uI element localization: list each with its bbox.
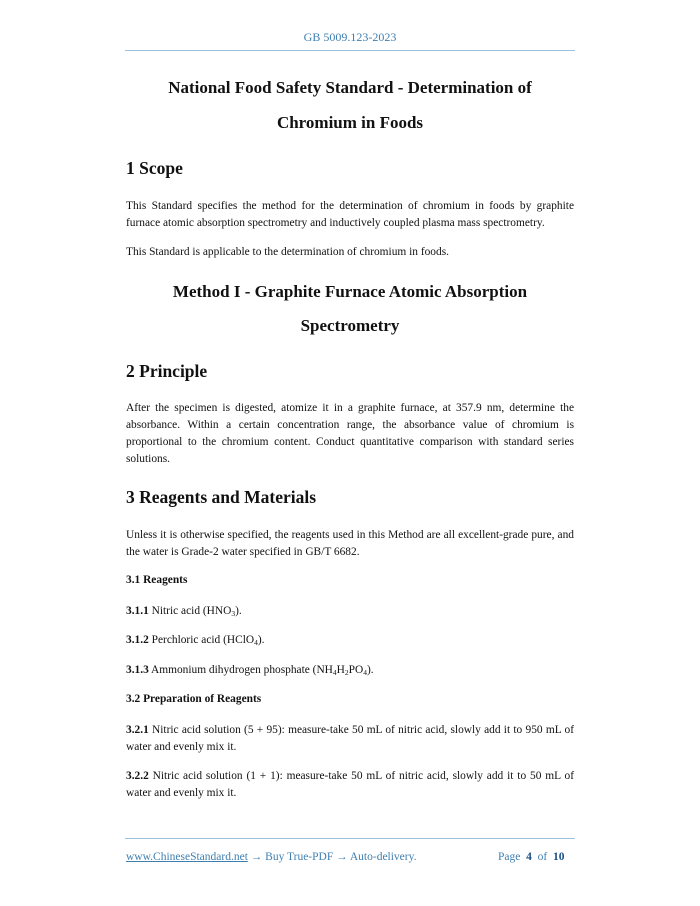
item-number: 3.1.1 (126, 605, 149, 617)
page-indicator: Page 4 of 10 (498, 851, 565, 863)
scope-paragraph-1: This Standard specifies the method for the determination of chromium in foods by graphite furnace atomic absorption spectrometry and inductively coupled plasma mass spectrometry. (126, 200, 574, 229)
footer-links: www.ChineseStandard.net → Buy True-PDF → Auto-delivery. (126, 851, 417, 863)
reagents-paragraph: Unless it is otherwise specified, the reagents used in this Method are all excellent-grade pure, and the water is Grade-2 water specified in GB/T 6682. (126, 529, 574, 558)
reagent-item-3-1-2: 3.1.2 Perchloric acid (HClO$_4$). (126, 634, 265, 647)
header-standard-code: GB 5009.123-2023 (303, 30, 397, 44)
principle-paragraph: After the specimen is digested, atomize it in a graphite furnace, at 357.9 nm, determine the absorbance. Within a certain concentration range, the absorbance value of chromium is proportional to the chromium content. Conduct quantitative comparison with standard series solutions. (126, 402, 574, 465)
document-title-line-2: Chromium in Foods (276, 113, 424, 132)
item-number: 3.2.2 (126, 770, 149, 782)
section-heading-principle: 2 Principle (126, 361, 208, 381)
method-title-line-2: Spectrometry (300, 316, 400, 335)
item-number: 3.1.2 (126, 634, 149, 646)
section-heading-scope: 1 Scope (126, 158, 183, 178)
subsection-heading-reagents: 3.1 Reagents (126, 574, 188, 586)
current-page: 4 (526, 851, 532, 863)
section-heading-reagents: 3 Reagents and Materials (126, 487, 317, 507)
document-title-line-1: National Food Safety Standard - Determination of (168, 78, 532, 97)
header-divider (125, 50, 575, 51)
method-title-line-1: Method I - Graphite Furnace Atomic Absorption (172, 282, 528, 301)
reagent-item-3-2-1: 3.2.1 Nitric acid solution (5 + 95): measure-take 50 mL of nitric acid, slowly add it to 950 mL of water and evenly mix it. (126, 724, 574, 753)
item-number: 3.1.3 (126, 664, 149, 676)
website-link[interactable]: www.ChineseStandard.net (126, 851, 248, 863)
total-pages: 10 (552, 851, 565, 863)
footer-divider (125, 838, 575, 839)
subsection-heading-preparation: 3.2 Preparation of Reagents (126, 693, 262, 705)
buy-link[interactable]: Buy True-PDF (265, 851, 334, 863)
reagent-item-3-1-1: 3.1.1 Nitric acid $(HNO_3)$. (126, 605, 242, 618)
scope-paragraph-2: This Standard is applicable to the determination of chromium in foods. (126, 246, 449, 258)
reagent-item-3-2-2: 3.2.2 Nitric acid solution (1 + 1): measure-take 50 mL of nitric acid, slowly add it to 50 mL of water and evenly mix it. (126, 770, 574, 799)
reagent-item-3-1-3: 3.1.3 Ammonium dihydrogen phosphate $(NH_4H_2PO_4)$. (126, 664, 374, 677)
auto-delivery-text: Auto-delivery. (349, 851, 417, 863)
item-number: 3.2.1 (126, 724, 149, 736)
